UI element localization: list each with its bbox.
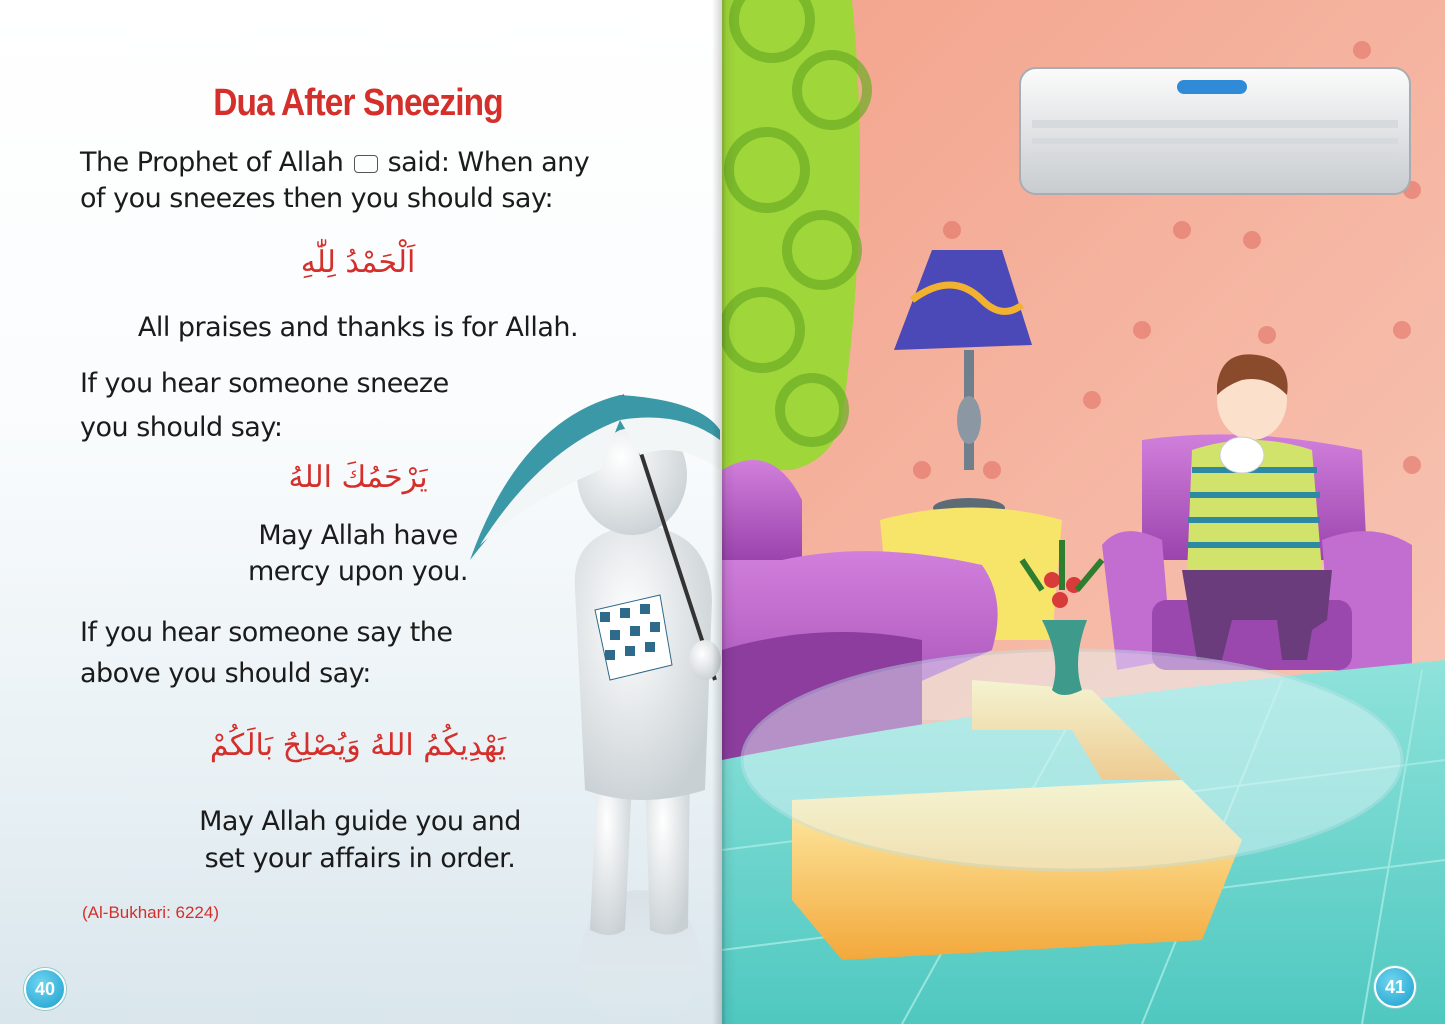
translation-3-line-1: May Allah guide you and	[199, 806, 521, 837]
arabic-dua-3: يَهْدِيكُمُ اللهُ وَيُصْلِحُ بَالَكُمْ	[209, 728, 507, 763]
intro-line-1	[80, 144, 589, 181]
arabic-dua-1: اَلْحَمْدُ لِلّٰهِ	[300, 245, 416, 280]
page-number-badge-right: 41	[1374, 966, 1416, 1008]
left-page	[0, 0, 722, 1024]
page-title: Dua After Sneezing	[213, 82, 503, 124]
translation-2-line-1: May Allah have	[258, 520, 458, 551]
intro-line-1-part-b: said: When any	[387, 147, 590, 178]
instruction-3-line-2: above you should say:	[80, 658, 371, 689]
page-number-badge-left: 40	[24, 968, 66, 1010]
intro-line-2: of you sneezes then you should say:	[80, 183, 554, 214]
translation-1: All praises and thanks is for Allah.	[137, 312, 579, 343]
air-conditioner	[1020, 68, 1410, 194]
instruction-2-line-1: If you hear someone sneeze	[80, 368, 449, 399]
instruction-3-line-1: If you hear someone say the	[80, 617, 453, 648]
instruction-2-line-2: you should say:	[80, 412, 283, 443]
salutation-symbol-icon	[354, 155, 378, 173]
hadith-reference: (Al-Bukhari: 6224)	[82, 903, 220, 922]
book-spine-shadow	[712, 0, 736, 1024]
right-page	[722, 0, 1445, 1024]
arabic-dua-2: يَرْحَمُكَ اللهُ	[288, 460, 428, 495]
intro-line-1-part-a: The Prophet of Allah	[80, 147, 344, 178]
living-room-illustration	[722, 0, 1445, 1024]
translation-3-line-2: set your affairs in order.	[204, 843, 516, 874]
translation-2-line-2: mercy upon you.	[248, 556, 468, 587]
